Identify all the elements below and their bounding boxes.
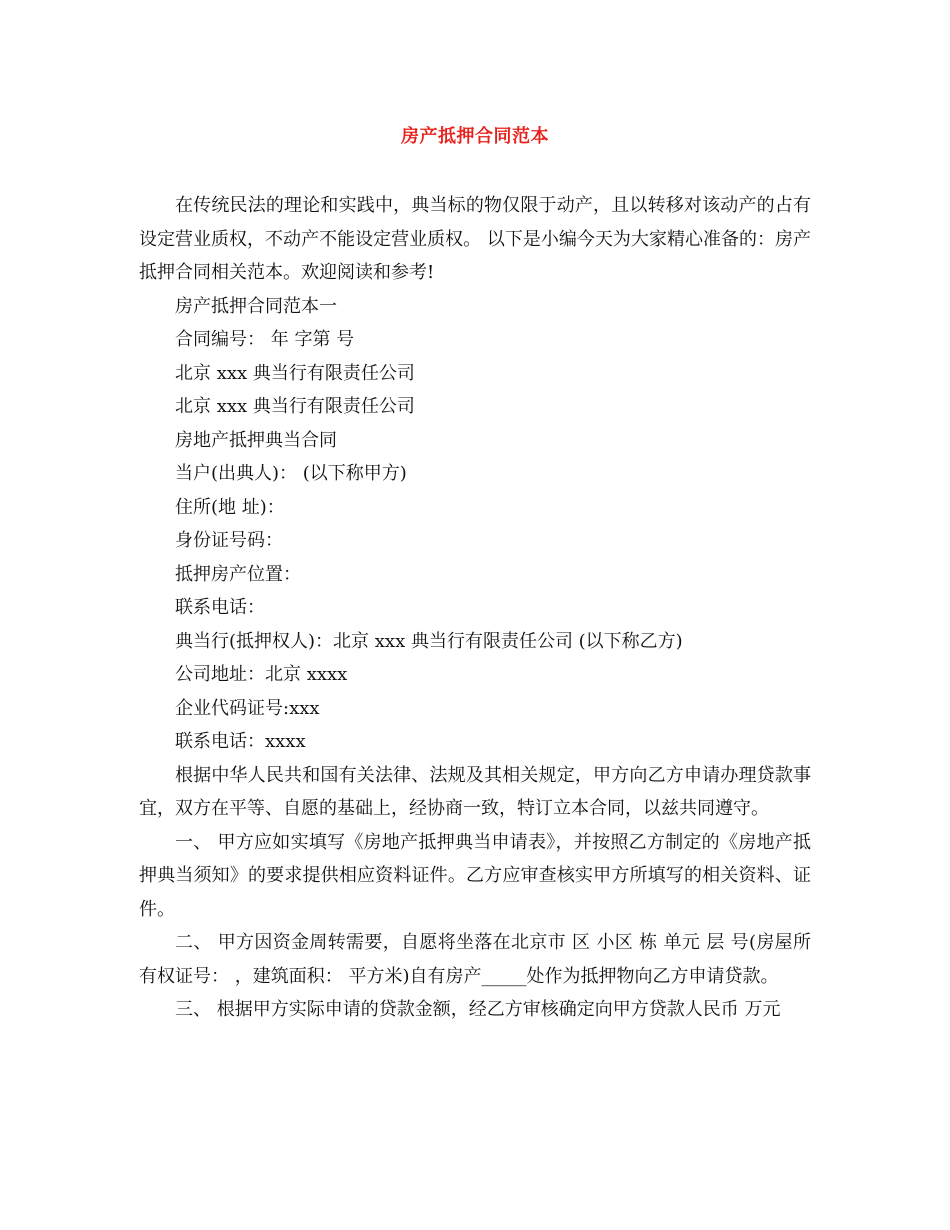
document-body: [139, 189, 811, 1027]
enterprise-code-line: 企业代码证号:xxx: [175, 697, 320, 719]
party-b-line: 典当行(抵押权人)：北京 xxx 典当行有限责任公司 (以下称乙方): [175, 630, 683, 652]
company-line-2: 北京 xxx 典当行有限责任公司: [175, 396, 415, 417]
preamble-paragraph: 根据中华人民共和国有关法律、法规及其相关规定，甲方向乙方申请办理贷款事宜，双方在平等、自愿的基础上，经协商一致，特订立本合同，以兹共同遵守。: [139, 764, 811, 819]
address-line: 住所(地 址)：: [175, 496, 285, 518]
contract-number-line: 合同编号： 年 字第 号: [175, 329, 355, 350]
document-title: 房产抵押合同范本: [401, 126, 549, 147]
party-b-phone-line: 联系电话：xxxx: [175, 731, 306, 752]
company-address-line: 公司地址：北京 xxxx: [175, 664, 348, 685]
clause-1: 一、 甲方应如实填写《房地产抵押典当申请表》，并按照乙方制定的《房地产抵押典当须知》的要求提供相应资料证件。乙方应审查核实甲方所填写的相关资料、证件。: [139, 831, 811, 920]
company-line-1: 北京 xxx 典当行有限责任公司: [175, 362, 415, 384]
property-location-line: 抵押房产位置：: [175, 563, 301, 585]
party-a-phone-line: 联系电话：: [175, 597, 265, 618]
intro-paragraph: 在传统民法的理论和实践中，典当标的物仅限于动产，且以转移对该动产的占有设定营业质权，不动产不能设定营业质权。 以下是小编今天为大家精心准备的：房产抵押合同相关范本。欢迎阅读和参考!: [139, 195, 811, 283]
contract-heading: 房产抵押合同范本一: [175, 295, 337, 317]
clause-2: 二、 甲方因资金周转需要，自愿将坐落在北京市 区 小区 栋 单元 层 号(房屋所有权证号： ，建筑面积： 平方米)自有房产_____处作为抵押物向乙方申请贷款。: [139, 932, 811, 987]
clause-3: 三、 根据甲方实际申请的贷款金额，经乙方审核确定向甲方贷款人民币 万元: [175, 999, 781, 1020]
contract-type-line: 房地产抵押典当合同: [175, 429, 337, 451]
party-a-line: 当户(出典人)： (以下称甲方): [175, 463, 407, 484]
id-number-line: 身份证号码：: [175, 530, 283, 551]
